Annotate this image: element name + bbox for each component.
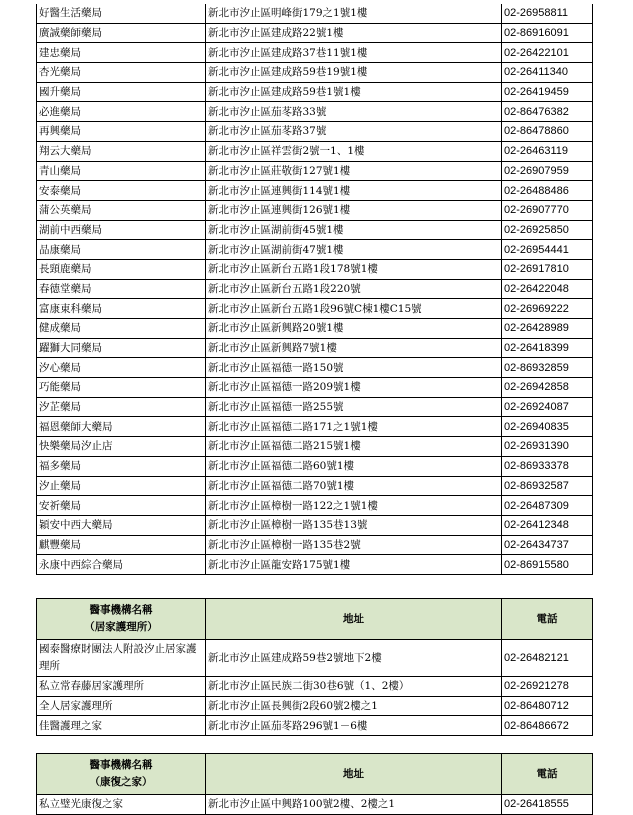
table-row: [37, 555, 593, 575]
table-row: [37, 4, 593, 23]
institution-phone: 02-26418555: [502, 795, 593, 815]
pharmacy-name: 富康東科藥局: [37, 299, 206, 319]
header-name-line2: （居家護理所）: [84, 621, 158, 633]
table-row: [37, 122, 593, 142]
pharmacy-address: 新北市汐止區建成路59巷1號1樓: [206, 82, 502, 102]
table-row: [37, 417, 593, 437]
table-row: [37, 515, 593, 535]
pharmacy-name: 健成藥局: [37, 319, 206, 339]
pharmacy-address: 新北市汐止區明峰街179之1號1樓: [206, 4, 502, 23]
table-row: [37, 696, 593, 716]
pharmacy-name: 湖前中西藥局: [37, 220, 206, 240]
institution-phone: 02-26482121: [502, 640, 593, 677]
pharmacy-address: 新北市汐止區新台五路1段178號1樓: [206, 259, 502, 279]
pharmacy-address: 新北市汐止區龍安路175號1樓: [206, 555, 502, 575]
table-row: [37, 437, 593, 457]
table-row: [37, 358, 593, 378]
table-row: [37, 378, 593, 398]
table-row: [37, 338, 593, 358]
header-name-line1: 醫事機構名稱: [89, 759, 153, 771]
pharmacy-phone: 02-26907770: [502, 200, 593, 220]
table-row: [37, 141, 593, 161]
pharmacy-address: 新北市汐止區湖前街47號1樓: [206, 240, 502, 260]
pharmacy-address: 新北市汐止區福德二路70號1樓: [206, 476, 502, 496]
pharmacy-phone: 02-26422101: [502, 43, 593, 63]
pharmacy-address: 新北市汐止區連興街126號1樓: [206, 200, 502, 220]
pharmacy-name: 杏光藥局: [37, 63, 206, 83]
pharmacy-name: 建忠藥局: [37, 43, 206, 63]
pharmacy-name: 春德堂藥局: [37, 279, 206, 299]
institution-address: 新北市汐止區中興路100號2樓、2樓之1: [206, 795, 502, 815]
table-row: [37, 82, 593, 102]
pharmacy-address: 新北市汐止區新台五路1段220號: [206, 279, 502, 299]
institution-name: 國泰醫療財團法人附設汐止居家護理所: [37, 640, 206, 677]
pharmacy-address: 新北市汐止區福德一路150號: [206, 358, 502, 378]
pharmacy-name: 青山藥局: [37, 161, 206, 181]
pharmacy-name: 穎安中西大藥局: [37, 515, 206, 535]
pharmacy-name: 安祈藥局: [37, 496, 206, 516]
institution-name: 佳醫護理之家: [37, 716, 206, 736]
table-row: [37, 476, 593, 496]
pharmacy-address: 新北市汐止區新興路7號1樓: [206, 338, 502, 358]
institution-address: 新北市汐止區民族二街30巷6號（1、2樓）: [206, 677, 502, 697]
pharmacy-address: 新北市汐止區茄苳路33號: [206, 102, 502, 122]
pharmacy-phone: 02-26917810: [502, 259, 593, 279]
pharmacy-phone: 02-26411340: [502, 63, 593, 83]
header-institution-name: [37, 599, 206, 640]
pharmacy-name: 永康中西綜合藥局: [37, 555, 206, 575]
table-row: [37, 63, 593, 83]
header-address: 地址: [206, 754, 502, 795]
pharmacy-phone: 02-26488486: [502, 181, 593, 201]
pharmacy-address: 新北市汐止區祥雲街2號一1、1樓: [206, 141, 502, 161]
institution-address: 新北市汐止區茄苳路296號1－6樓: [206, 716, 502, 736]
table-row: [37, 456, 593, 476]
pharmacy-phone: 02-26422048: [502, 279, 593, 299]
table-row: [37, 23, 593, 43]
pharmacy-name: 廣誠藥師藥局: [37, 23, 206, 43]
institution-name: 私立璧光康復之家: [37, 795, 206, 815]
table-row: [37, 677, 593, 697]
institution-phone: 02-86486672: [502, 716, 593, 736]
pharmacy-name: 巧能藥局: [37, 378, 206, 398]
pharmacy-phone: 02-26418399: [502, 338, 593, 358]
pharmacy-name: 福多藥局: [37, 456, 206, 476]
pharmacy-address: 新北市汐止區新興路20號1樓: [206, 319, 502, 339]
header-name-line1: 醫事機構名稱: [89, 604, 153, 616]
table-row: [37, 259, 593, 279]
table-row: [37, 535, 593, 555]
pharmacy-phone: 02-26907959: [502, 161, 593, 181]
pharmacy-name: 汐芷藥局: [37, 397, 206, 417]
table-row: [37, 397, 593, 417]
pharmacy-name: 快樂藥局汐止店: [37, 437, 206, 457]
pharmacy-phone: 02-26419459: [502, 82, 593, 102]
pharmacy-name: 國升藥局: [37, 82, 206, 102]
table-row: [37, 200, 593, 220]
pharmacy-address: 新北市汐止區建成路37巷11號1樓: [206, 43, 502, 63]
pharmacy-phone: 02-86478860: [502, 122, 593, 142]
pharmacy-address: 新北市汐止區福德一路209號1樓: [206, 378, 502, 398]
pharmacy-phone: 02-86932859: [502, 358, 593, 378]
pharmacy-name: 品康藥局: [37, 240, 206, 260]
pharmacy-phone: 02-26434737: [502, 535, 593, 555]
pharmacy-name: 福恩藥師大藥局: [37, 417, 206, 437]
pharmacy-address: 新北市汐止區福德二路215號1樓: [206, 437, 502, 457]
pharmacy-address: 新北市汐止區樟樹一路135巷2號: [206, 535, 502, 555]
home-care-table: [36, 598, 593, 736]
table-header-row: [37, 754, 593, 795]
pharmacy-address: 新北市汐止區建成路59巷19號1樓: [206, 63, 502, 83]
table-row: [37, 279, 593, 299]
pharmacy-address: 新北市汐止區新台五路1段96號C棟1樓C15號: [206, 299, 502, 319]
pharmacy-name: 蒲公英藥局: [37, 200, 206, 220]
header-name-line2: （康復之家）: [89, 776, 153, 788]
table-row: [37, 640, 593, 677]
table-row: [37, 102, 593, 122]
header-phone: 電話: [502, 754, 593, 795]
pharmacy-address: 新北市汐止區福德二路60號1樓: [206, 456, 502, 476]
pharmacy-phone: 02-26925850: [502, 220, 593, 240]
table-row: [37, 161, 593, 181]
pharmacy-phone: 02-26463119: [502, 141, 593, 161]
table-row: [37, 240, 593, 260]
pharmacy-address: 新北市汐止區樟樹一路122之1號1樓: [206, 496, 502, 516]
pharmacy-phone: 02-26958811: [502, 4, 593, 23]
pharmacy-phone: 02-26940835: [502, 417, 593, 437]
rehab-home-table: [36, 753, 593, 815]
table-row: [37, 716, 593, 736]
pharmacy-address: 新北市汐止區福德二路171之1號1樓: [206, 417, 502, 437]
institution-name: 私立常春藤居家護理所: [37, 677, 206, 697]
pharmacy-phone: 02-26969222: [502, 299, 593, 319]
header-institution-name: [37, 754, 206, 795]
pharmacy-phone: 02-86476382: [502, 102, 593, 122]
pharmacy-phone: 02-86916091: [502, 23, 593, 43]
pharmacy-address: 新北市汐止區湖前街45號1樓: [206, 220, 502, 240]
institution-address: 新北市汐止區建成路59巷2號地下2樓: [206, 640, 502, 677]
institution-phone: 02-86480712: [502, 696, 593, 716]
table-row: [37, 299, 593, 319]
table-row: [37, 496, 593, 516]
pharmacy-address: 新北市汐止區福德一路255號: [206, 397, 502, 417]
pharmacy-address: 新北市汐止區莊敬街127號1樓: [206, 161, 502, 181]
institution-name: 全人居家護理所: [37, 696, 206, 716]
pharmacy-phone: 02-26931390: [502, 437, 593, 457]
pharmacy-address: 新北市汐止區茄苳路37號: [206, 122, 502, 142]
institution-phone: 02-26921278: [502, 677, 593, 697]
pharmacy-phone: 02-26924087: [502, 397, 593, 417]
pharmacy-phone: 02-86933378: [502, 456, 593, 476]
pharmacy-phone: 02-86915580: [502, 555, 593, 575]
pharmacy-name: 汐止藥局: [37, 476, 206, 496]
pharmacy-name: 翔云大藥局: [37, 141, 206, 161]
table-row: [37, 795, 593, 815]
pharmacy-name: 安泰藥局: [37, 181, 206, 201]
pharmacy-phone: 02-86932587: [502, 476, 593, 496]
pharmacy-phone: 02-26487309: [502, 496, 593, 516]
table-row: [37, 181, 593, 201]
pharmacy-name: 必進藥局: [37, 102, 206, 122]
table-row: [37, 319, 593, 339]
pharmacy-name: 再興藥局: [37, 122, 206, 142]
pharmacy-name: 長頸鹿藥局: [37, 259, 206, 279]
pharmacy-phone: 02-26428989: [502, 319, 593, 339]
pharmacy-address: 新北市汐止區連興街114號1樓: [206, 181, 502, 201]
pharmacy-address: 新北市汐止區樟樹一路135巷13號: [206, 515, 502, 535]
pharmacy-phone: 02-26942858: [502, 378, 593, 398]
header-phone: 電話: [502, 599, 593, 640]
table-row: [37, 43, 593, 63]
pharmacy-address: 新北市汐止區建成路22號1樓: [206, 23, 502, 43]
pharmacy-name: 汐心藥局: [37, 358, 206, 378]
header-address: 地址: [206, 599, 502, 640]
pharmacy-name: 躍獅大同藥局: [37, 338, 206, 358]
institution-address: 新北市汐止區長興街2段60號2樓之1: [206, 696, 502, 716]
pharmacy-name: 好醫生活藥局: [37, 4, 206, 23]
pharmacy-name: 麒豐藥局: [37, 535, 206, 555]
table-header-row: [37, 599, 593, 640]
pharmacy-table: [36, 4, 593, 575]
pharmacy-phone: 02-26954441: [502, 240, 593, 260]
table-row: [37, 220, 593, 240]
pharmacy-phone: 02-26412348: [502, 515, 593, 535]
